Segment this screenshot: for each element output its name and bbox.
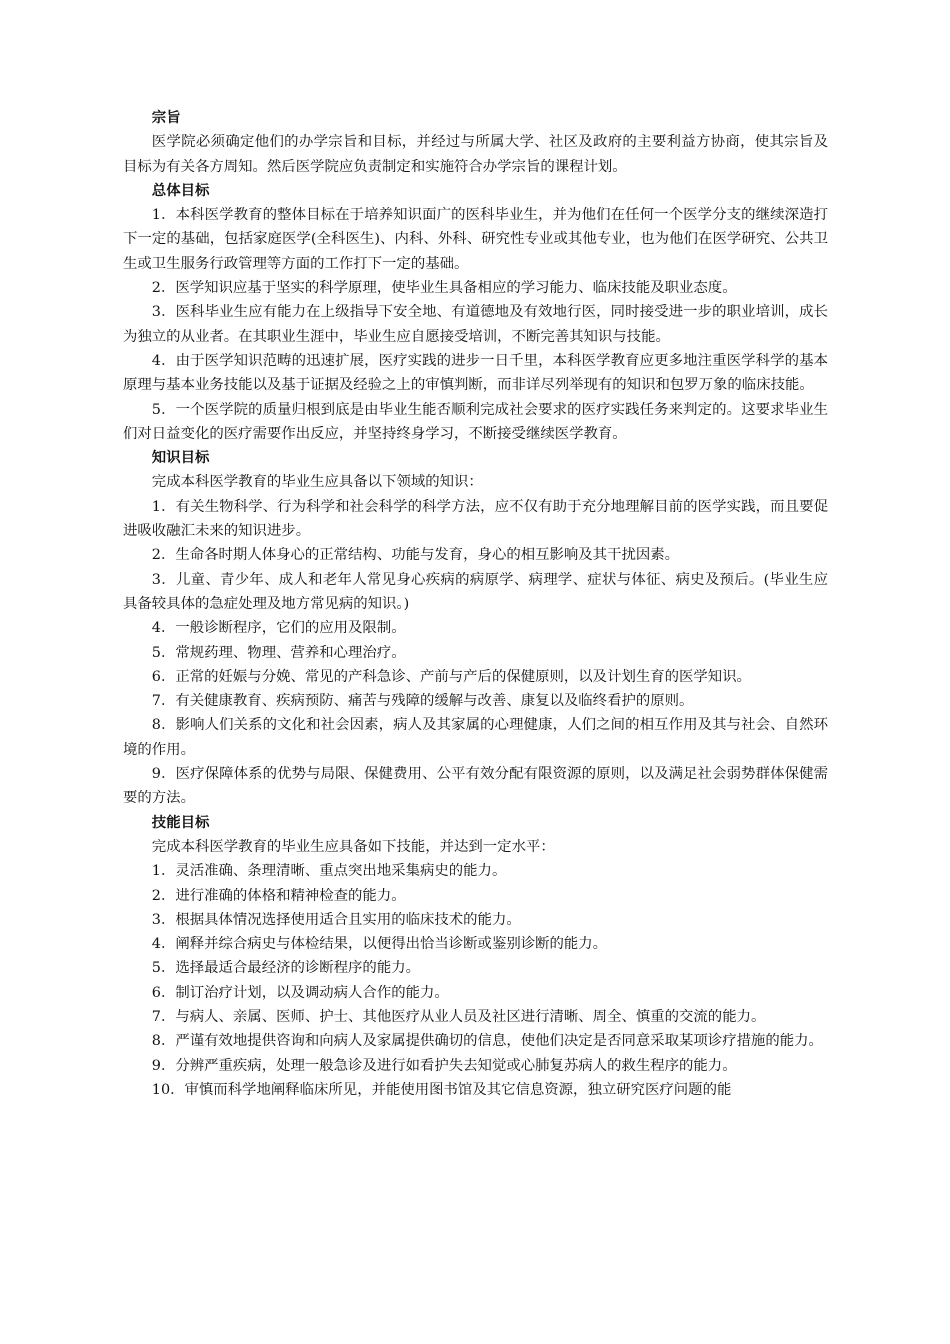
paragraph: 3．根据具体情况选择使用适合且实用的临床技术的能力。: [151, 911, 521, 928]
paragraph: 7．与病人、亲属、医师、护士、其他医疗从业人员及社区进行清晰、周全、慎重的交流的能力。: [151, 1008, 766, 1025]
section-knowledge-goals: [123, 446, 828, 810]
paragraph: 1．灵活准确、条理清晰、重点突出地采集病史的能力。: [151, 863, 507, 880]
paragraph: 9．分辨严重疾病，处理一般急诊及进行如看护失去知觉或心肺复苏病人的救生程序的能力。: [151, 1057, 737, 1074]
section-skill-goals: [123, 811, 828, 1103]
paragraph: 5．一个医学院的质量归根到底是由毕业生能否顺利完成社会要求的医疗实践任务来判定的。这要求毕业生们对日益变化的医疗需要作出反应，并坚持终身学习，不断接受继续医学教育。: [123, 401, 828, 442]
paragraph: 7．有关健康教育、疾病预防、痛苦与残障的缓解与改善、康复以及临终看护的原则。: [151, 693, 694, 710]
paragraph: 1．本科医学教育的整体目标在于培养知识面广的医科毕业生，并为他们在任何一个医学分支的继续深造打下一定的基础，包括家庭医学(全科医生)、内科、外科、研究性专业或其他专业，也为他们在医学研究、公共卫生或卫生服务行政管理等方面的工作打下一定的基础。: [123, 207, 828, 272]
paragraph: 2．进行准确的体格和精神检查的能力。: [151, 887, 406, 904]
paragraph: 5．常规药理、物理、营养和心理治疗。: [151, 644, 406, 661]
paragraph: 完成本科医学教育的毕业生应具备如下技能，并达到一定水平：: [151, 838, 555, 855]
paragraph: 2．医学知识应基于坚实的科学原理，使毕业生具备相应的学习能力、临床技能及职业态度。: [151, 280, 737, 297]
section-mission: [123, 106, 828, 179]
paragraph: 4．阐释并综合病史与体检结果，以便得出恰当诊断或鉴别诊断的能力。: [151, 936, 608, 953]
section-heading: 知识目标: [151, 450, 210, 467]
paragraph: 完成本科医学教育的毕业生应具备以下领域的知识：: [151, 474, 483, 491]
paragraph: 3．儿童、青少年、成人和老年人常见身心疾病的病原学、病理学、症状与体征、病史及预后。(毕业生应具备较具体的急症处理及地方常见病的知识。): [123, 571, 828, 612]
paragraph: 10．审慎而科学地阐释临床所见，并能使用图书馆及其它信息资源，独立研究医疗问题的能: [151, 1081, 732, 1098]
document-page: [123, 106, 828, 1102]
paragraph: 9．医疗保障体系的优势与局限、保健费用、公平有效分配有限资源的原则，以及满足社会弱势群体保健需要的方法。: [123, 766, 828, 807]
section-heading: 总体目标: [151, 182, 210, 199]
paragraph: 5．选择最适合最经济的诊断程序的能力。: [151, 960, 420, 977]
paragraph: 8．影响人们关系的文化和社会因素，病人及其家属的心理健康，人们之间的相互作用及其与社会、自然环境的作用。: [123, 717, 828, 758]
paragraph: 6．制订治疗计划，以及调动病人合作的能力。: [151, 984, 449, 1001]
section-overall-goals: [123, 179, 828, 446]
paragraph: 1．有关生物科学、行为科学和社会科学的科学方法，应不仅有助于充分地理解目前的医学实践，而且要促进吸收融汇未来的知识进步。: [123, 498, 828, 540]
paragraph: 8．严谨有效地提供咨询和向病人及家属提供确切的信息，使他们决定是否同意采取某项诊疗措施的能力。: [151, 1033, 823, 1050]
paragraph: 4．由于医学知识范畴的迅速扩展，医疗实践的进步一日千里，本科医学教育应更多地注重医学科学的基本原理与基本业务技能以及基于证据及经验之上的审慎判断，而非详尽列举现有的知识和包罗万象的临床技能。: [123, 352, 828, 394]
paragraph: 2．生命各时期人体身心的正常结构、功能与发育，身心的相互影响及其干扰因素。: [151, 547, 680, 564]
section-heading: 技能目标: [151, 814, 210, 831]
paragraph: 医学院必须确定他们的办学宗旨和目标，并经过与所属大学、社区及政府的主要利益方协商，使其宗旨及目标为有关各方周知。然后医学院应负责制定和实施符合办学宗旨的课程计划。: [123, 134, 828, 175]
paragraph: 6．正常的妊娠与分娩、常见的产科急诊、产前与产后的保健原则，以及计划生育的医学知识。: [151, 668, 751, 685]
section-heading: 宗旨: [151, 110, 181, 126]
paragraph: 3．医科毕业生应有能力在上级指导下安全地、有道德地及有效地行医，同时接受进一步的职业培训，成长为独立的从业者。在其职业生涯中，毕业生应自愿接受培训，不断完善其知识与技能。: [123, 304, 828, 345]
paragraph: 4．一般诊断程序，它们的应用及限制。: [151, 620, 406, 637]
